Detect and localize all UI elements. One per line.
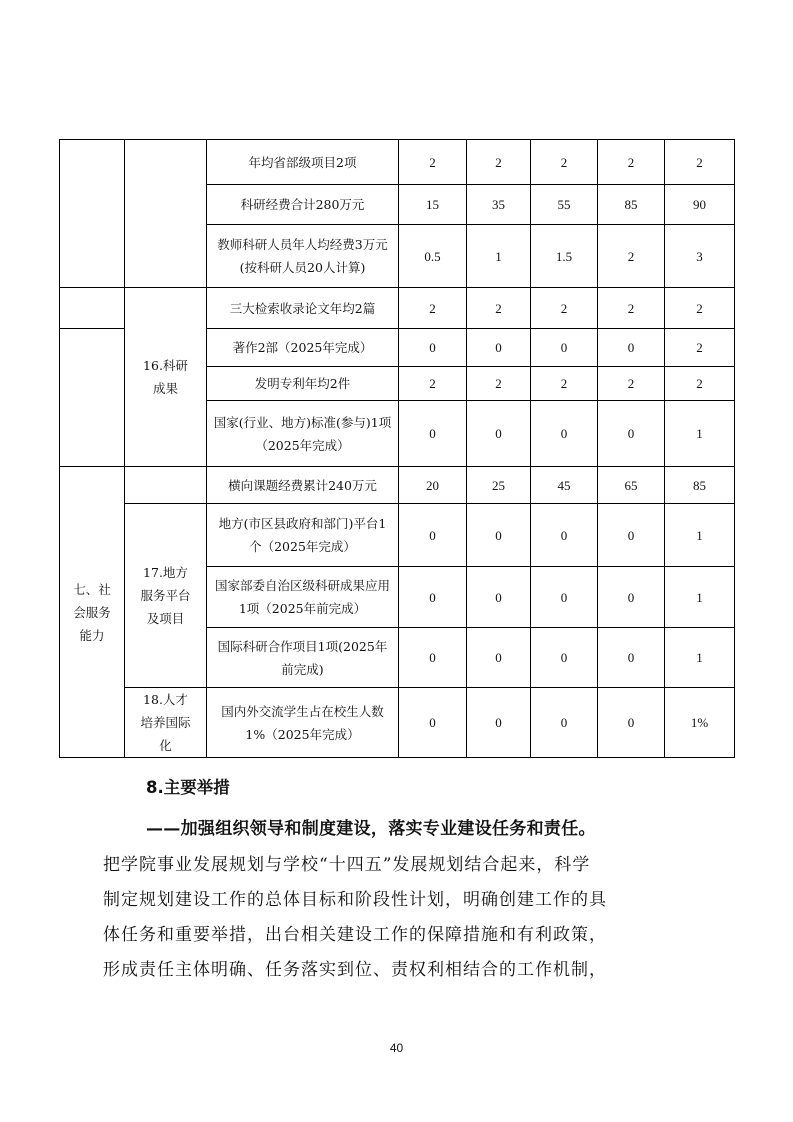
item-cell: 横向课题经费累计240万元 xyxy=(207,467,399,504)
value-cell: 0 xyxy=(467,329,531,367)
value-cell: 25 xyxy=(467,467,531,504)
value-cell: 0 xyxy=(531,688,598,758)
category-cell: 七、社会服务能力 xyxy=(60,467,125,758)
value-cell: 0 xyxy=(399,567,467,628)
value-cell: 1% xyxy=(665,688,735,758)
value-cell: 15 xyxy=(399,185,467,225)
value-cell: 0 xyxy=(467,504,531,567)
value-cell: 2 xyxy=(531,288,598,329)
value-cell: 1 xyxy=(665,567,735,628)
value-cell: 1.5 xyxy=(531,225,598,288)
item-cell: 科研经费合计280万元 xyxy=(207,185,399,225)
value-cell: 0 xyxy=(531,401,598,467)
value-cell: 35 xyxy=(467,185,531,225)
item-cell: 教师科研人员年人均经费3万元(按科研人员20人计算) xyxy=(207,225,399,288)
value-cell: 0 xyxy=(598,688,665,758)
value-cell: 3 xyxy=(665,225,735,288)
group-cell-continued xyxy=(125,140,207,288)
value-cell: 20 xyxy=(399,467,467,504)
value-cell: 2 xyxy=(665,329,735,367)
category-cell-continued xyxy=(60,329,125,467)
value-cell: 2 xyxy=(399,367,467,401)
value-cell: 1 xyxy=(665,401,735,467)
value-cell: 0 xyxy=(399,504,467,567)
value-cell: 2 xyxy=(467,367,531,401)
group-cell-blank xyxy=(125,467,207,504)
value-cell: 2 xyxy=(399,288,467,329)
item-cell: 国内外交流学生占在校生人数1%（2025年完成） xyxy=(207,688,399,758)
value-cell: 85 xyxy=(665,467,735,504)
value-cell: 45 xyxy=(531,467,598,504)
value-cell: 0 xyxy=(399,628,467,688)
item-cell: 发明专利年均2件 xyxy=(207,367,399,401)
value-cell: 55 xyxy=(531,185,598,225)
value-cell: 2 xyxy=(531,140,598,185)
value-cell: 2 xyxy=(598,225,665,288)
value-cell: 0 xyxy=(598,401,665,467)
page-number: 40 xyxy=(389,1041,404,1055)
value-cell: 0 xyxy=(467,567,531,628)
item-cell: 著作2部（2025年完成） xyxy=(207,329,399,367)
value-cell: 0 xyxy=(467,401,531,467)
value-cell: 2 xyxy=(467,288,531,329)
item-cell: 地方(市区县政府和部门)平台1个（2025年完成） xyxy=(207,504,399,567)
value-cell: 1 xyxy=(467,225,531,288)
value-cell: 0.5 xyxy=(399,225,467,288)
group-cell: 16.科研成果 xyxy=(125,288,207,467)
value-cell: 0 xyxy=(467,688,531,758)
value-cell: 0 xyxy=(598,567,665,628)
paragraph-line: 把学院事业发展规划与学校“十四五”发展规划结合起来，科学 xyxy=(103,855,591,875)
paragraph-line: 形成责任主体明确、任务落实到位、责权利相结合的工作机制， xyxy=(103,960,607,980)
section-subheading: ——加强组织领导和制度建设，落实专业建设任务和责任。 xyxy=(146,819,596,839)
value-cell: 85 xyxy=(598,185,665,225)
value-cell: 0 xyxy=(598,628,665,688)
item-cell: 国际科研合作项目1项(2025年前完成) xyxy=(207,628,399,688)
value-cell: 0 xyxy=(531,504,598,567)
table-row xyxy=(60,467,735,504)
item-cell: 国家(行业、地方)标准(参与)1项（2025年完成） xyxy=(207,401,399,467)
value-cell: 2 xyxy=(531,367,598,401)
group-cell: 17.地方服务平台及项目 xyxy=(125,504,207,688)
indicator-table xyxy=(59,139,735,758)
value-cell: 2 xyxy=(399,140,467,185)
value-cell: 1 xyxy=(665,628,735,688)
item-cell: 三大检索收录论文年均2篇 xyxy=(207,288,399,329)
body-paragraph xyxy=(103,848,698,988)
value-cell: 0 xyxy=(399,401,467,467)
table-row xyxy=(60,288,735,329)
value-cell: 2 xyxy=(467,140,531,185)
group-cell: 18.人才培养国际化 xyxy=(125,688,207,758)
table-row xyxy=(60,140,735,185)
category-cell-continued xyxy=(60,140,125,288)
value-cell: 2 xyxy=(598,367,665,401)
value-cell: 2 xyxy=(598,140,665,185)
value-cell: 2 xyxy=(598,288,665,329)
value-cell: 1 xyxy=(665,504,735,567)
section-heading: 8.主要举措 xyxy=(146,778,230,797)
value-cell: 0 xyxy=(531,329,598,367)
value-cell: 65 xyxy=(598,467,665,504)
value-cell: 90 xyxy=(665,185,735,225)
value-cell: 2 xyxy=(665,367,735,401)
value-cell: 0 xyxy=(399,329,467,367)
value-cell: 0 xyxy=(531,628,598,688)
value-cell: 0 xyxy=(598,504,665,567)
value-cell: 0 xyxy=(598,329,665,367)
value-cell: 2 xyxy=(665,288,735,329)
paragraph-line: 体任务和重要举措，出台相关建设工作的保障措施和有利政策， xyxy=(103,925,607,945)
paragraph-line: 制定规划建设工作的总体目标和阶段性计划，明确创建工作的具 xyxy=(103,890,607,910)
table-row xyxy=(60,504,735,567)
value-cell: 0 xyxy=(531,567,598,628)
category-cell-continued xyxy=(60,288,125,329)
item-cell: 年均省部级项目2项 xyxy=(207,140,399,185)
item-cell: 国家部委自治区级科研成果应用1项（2025年前完成） xyxy=(207,567,399,628)
value-cell: 2 xyxy=(665,140,735,185)
value-cell: 0 xyxy=(399,688,467,758)
value-cell: 0 xyxy=(467,628,531,688)
table-row xyxy=(60,688,735,758)
